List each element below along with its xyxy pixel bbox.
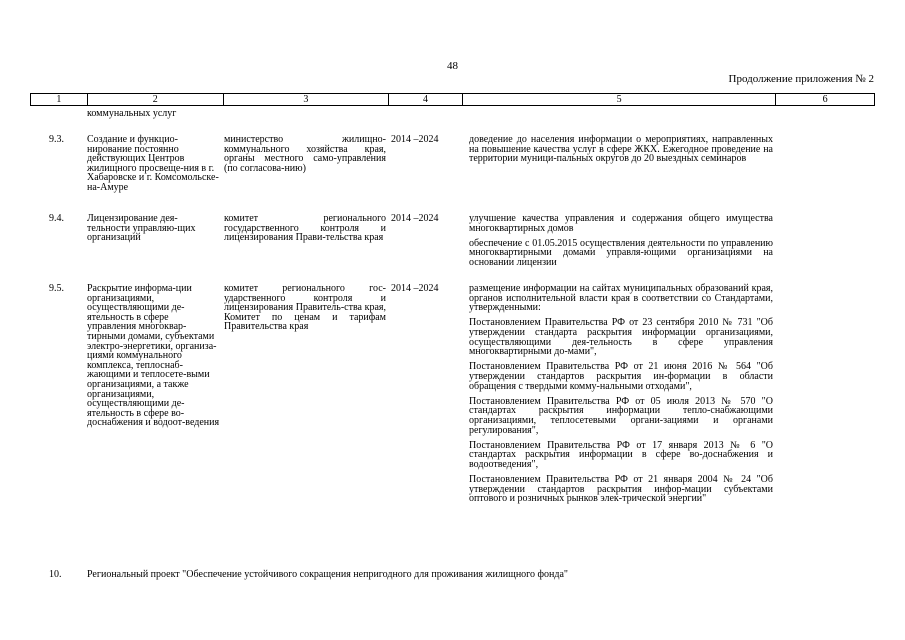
row-9-5-results xyxy=(469,284,773,504)
result-paragraph: обеспечение с 01.05.2015 осуществления деятельности по управлению многоквартирными домами управля-ющими организациями на основании лицензии xyxy=(469,237,773,268)
row-9-3-results xyxy=(469,135,773,164)
row-9-3-executor: министерство жилищно-коммунального хозяйства края, органы местного само-управления (по согласова-нию) xyxy=(224,134,386,174)
row-9-4-executor: комитет регионального государственного контроля и лицензирования Прави-тельства края xyxy=(224,213,386,244)
header-col-4: 4 xyxy=(389,94,463,105)
row-9-5-number: 9.5. xyxy=(49,283,64,294)
row-9-4-event: Лицензирование дея-тельности управляю-щих организаций xyxy=(87,213,196,244)
result-paragraph: Постановлением Правительства РФ от 21 января 2004 № 24 "Об утверждении стандартов раскрытия инфор-мации субъектами оптового и розничных рынков элек-трической энергии" xyxy=(469,474,773,505)
carryover-text: коммунальных услуг xyxy=(87,108,177,119)
result-paragraph: Постановлением Правительства РФ от 21 июня 2016 № 564 "Об утверждении стандартов раскрытия ин-формации в области обращения с твердыми комму-нальными отходами", xyxy=(469,361,773,392)
row-9-5-period: 2014 –2024 xyxy=(391,283,439,294)
row-9-4-results xyxy=(469,214,773,268)
section-10-title: Региональный проект "Обеспечение устойчивого сокращения непригодного для проживания жилищного фонда" xyxy=(87,569,568,580)
row-9-3-event: Создание и функцио-нирование постоянно действующих Центров жилищного просвеще-ния в г. Хабаровске и г. Комсомольске-на-Амуре xyxy=(87,134,219,193)
result-paragraph: Постановлением Правительства РФ от 05 июля 2013 № 570 "О стандартах раскрытия информации тепло-снабжающими организациями, теплосетевыми органи-зациями и органами регулирования", xyxy=(469,395,773,436)
result-paragraph: доведение до населения информации о мероприятиях, направленных на повышение качества услуг в сфере ЖКХ. Ежегодное проведение на территории муници-пальных округов до 20 выездных семинаров xyxy=(469,134,773,165)
header-col-5: 5 xyxy=(463,94,776,105)
row-9-4-number: 9.4. xyxy=(49,213,64,224)
result-paragraph: размещение информации на сайтах муниципальных образований края, органов исполнительной власти края в соответствии со Стандартами, утвержденными: xyxy=(469,283,773,314)
row-9-5-executor: комитет регионального гос-ударственного контроля и лицензирования Правитель-ства края, Комитет по ценам и тарифам Правительства края xyxy=(224,283,386,333)
page-number: 48 xyxy=(447,60,458,72)
row-9-5-event: Раскрытие информа-ции организациями, осуществляющими де-ятельность в сфере управления многоквар-тирными домами, субъектами электро-энергетики, организа-циями коммунального комплекса, теплоснаб-жающими и теплосете-выми организациями, а также организациями, осуществляющими де-ятельность в сфере во-доснабжения и водоот-ведения xyxy=(87,283,220,429)
header-col-1: 1 xyxy=(31,94,88,105)
result-paragraph: Постановлением Правительства РФ от 17 января 2013 № 6 "О стандартах раскрытия информации в сфере во-доснабжения и водоотведения", xyxy=(469,439,773,470)
header-col-3: 3 xyxy=(224,94,390,105)
header-col-6: 6 xyxy=(822,94,828,105)
row-9-3-period: 2014 –2024 xyxy=(391,134,439,145)
row-9-3-number: 9.3. xyxy=(49,134,64,145)
header-col-2: 2 xyxy=(88,94,224,105)
result-paragraph: улучшение качества управления и содержания общего имущества многоквартирных домов xyxy=(469,213,773,234)
section-10-number: 10. xyxy=(49,569,62,580)
row-9-4-period: 2014 –2024 xyxy=(391,213,439,224)
continuation-label: Продолжение приложения № 2 xyxy=(728,73,874,85)
result-paragraph: Постановлением Правительства РФ от 23 сентября 2010 № 731 "Об утверждении стандарта раскрытия информации организациями, осуществляющими дея-тельность в сфере управления многоквартирными до-мами", xyxy=(469,317,773,358)
table-header-row xyxy=(30,93,875,106)
